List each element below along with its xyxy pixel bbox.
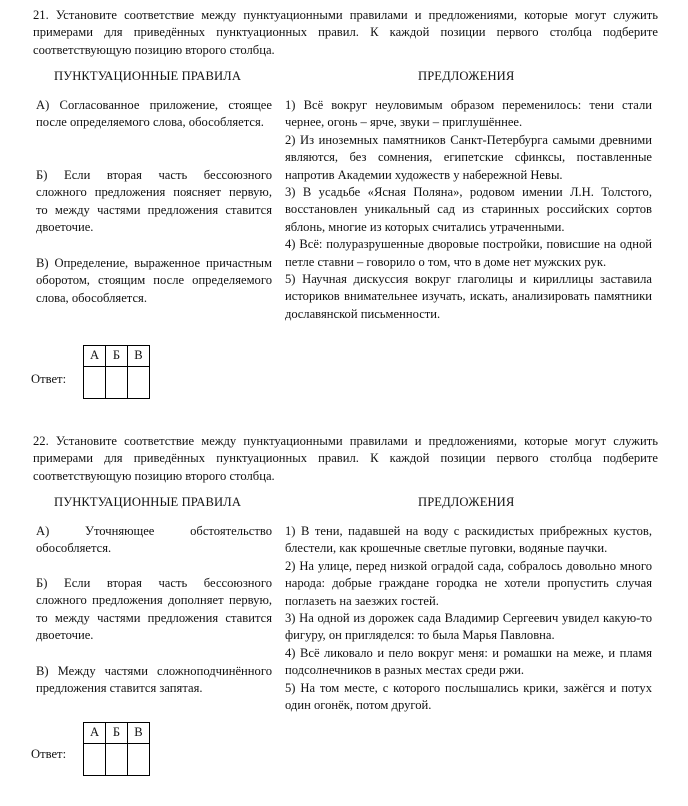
task-21-answer-header-a: А [84, 346, 106, 367]
task-22-sentence-5: 5) На том месте, с которого послышались крики, зажёгся и потух один огонёк, потом другой. [285, 680, 652, 713]
task-21-sentence-2: 2) Из иноземных памятников Санкт-Петербурга самыми древними являются, без сомнения, египетские сфинксы, поставленные напротив Академии художеств у набережной Невы. [285, 132, 652, 182]
task-22-answer-cell-b[interactable] [106, 744, 128, 776]
task-21-sentence-1: 1) Всё вокруг неуловимым образом переменилось: тени стали чернее, огонь – ярче, звуки – приглушённее. [285, 98, 652, 130]
task-22-sentence-2: 2) На улице, перед низкой оградой сада, собралось довольно много народа: добрые граждане городка не хотели пропустить случая поглазеть на заезжих гостей. [285, 558, 652, 608]
task-22-sentence-4: 4) Всё ликовало и пело вокруг меня: и ромашки на меже, и пламя подсолнечников в разных местах среди ржи. [285, 645, 652, 678]
task-21-rule-c: В) Определение, выраженное причастным оборотом, стоящим после определяемого слова, обособляется. [36, 256, 272, 305]
task-22-answer-cell-c[interactable] [128, 744, 150, 776]
task-21-sentence-4: 4) Всё: полуразрушенные дворовые постройки, повисшие на одной петле ставни – говорило о том, что в доме нет мужских рук. [285, 237, 652, 269]
task-21-rules-header: ПУНКТУАЦИОННЫЕ ПРАВИЛА [54, 69, 242, 83]
task-22-answer-header-a: А [84, 723, 106, 744]
task-21-sentences-header: ПРЕДЛОЖЕНИЯ [418, 69, 515, 83]
task-21-answer-cell-c[interactable] [128, 367, 150, 399]
task-21-answer-cell-b[interactable] [106, 367, 128, 399]
task-22-answer-label: Ответ: [31, 747, 67, 761]
task-22-answer-header-c: В [128, 723, 150, 744]
task-22-sentence-1: 1) В тени, падавшей на воду с раскидистых прибрежных кустов, блестели, как крошечные светлые пуговки, водяные паучки. [285, 524, 652, 556]
task-21-answer-table [83, 345, 150, 399]
task-22-sentences-header: ПРЕДЛОЖЕНИЯ [418, 495, 515, 509]
task-21-sentence-3: 3) В усадьбе «Ясная Поляна», родовом имении Л.Н. Толстого, восстановлен уникальный сад из старинных российских сортов яблонь, многие из которых считались утраченными. [285, 185, 652, 234]
task-22-rule-b: Б) Если вторая часть бессоюзного сложного предложения дополняет первую, то между частями предложения ставится двоеточие. [36, 576, 272, 643]
task-22-answer-table [83, 722, 150, 776]
task-21-answer-header-c: В [128, 346, 150, 367]
task-22-answer-cell-a[interactable] [84, 744, 106, 776]
task-22-sentence-3: 3) На одной из дорожек сада Владимир Сергеевич увидел какую-то фигуру, он пригляделся: то была Марья Павловна. [285, 611, 652, 643]
task-22-rule-c: В) Между частями сложноподчинённого предложения ставится запятая. [36, 664, 272, 696]
task-21-sentences-column [285, 97, 652, 323]
task-21-intro: 21. Установите соответствие между пунктуационными правилами и предложениями, которые могут служить примерами для приведённых пунктуационных правил. К каждой позиции первого столбца подберите соответствующую позицию второго столбца. [33, 8, 658, 57]
task-21-sentence-5: 5) Научная дискуссия вокруг глаголицы и кириллицы заставила историков внимательнее изучать, искать, анализировать памятники доcлавянской письменности. [285, 272, 652, 321]
task-22-intro: 22. Установите соответствие между пунктуационными правилами и предложениями, которые могут служить примерами для приведённых пунктуационных правил. К каждой позиции первого столбца подберите соответствующую позицию второго столбца. [33, 434, 658, 483]
task-22-rules-header: ПУНКТУАЦИОННЫЕ ПРАВИЛА [54, 495, 242, 509]
task-22-answer-header-b: Б [106, 723, 128, 744]
task-21-rule-b: Б) Если вторая часть бессоюзного сложного предложения поясняет первую, то между частями предложения ставится двоеточие. [36, 168, 272, 235]
task-21-answer-cell-a[interactable] [84, 367, 106, 399]
task-21-rule-a: А) Согласованное приложение, стоящее после определяемого слова, обособляется. [36, 98, 272, 130]
task-22-sentences-column [285, 523, 652, 714]
task-21-answer-header-b: Б [106, 346, 128, 367]
task-21-answer-label: Ответ: [31, 372, 67, 386]
task-22-rule-a: А) Уточняющее обстоятельство обособляется. [36, 524, 272, 556]
